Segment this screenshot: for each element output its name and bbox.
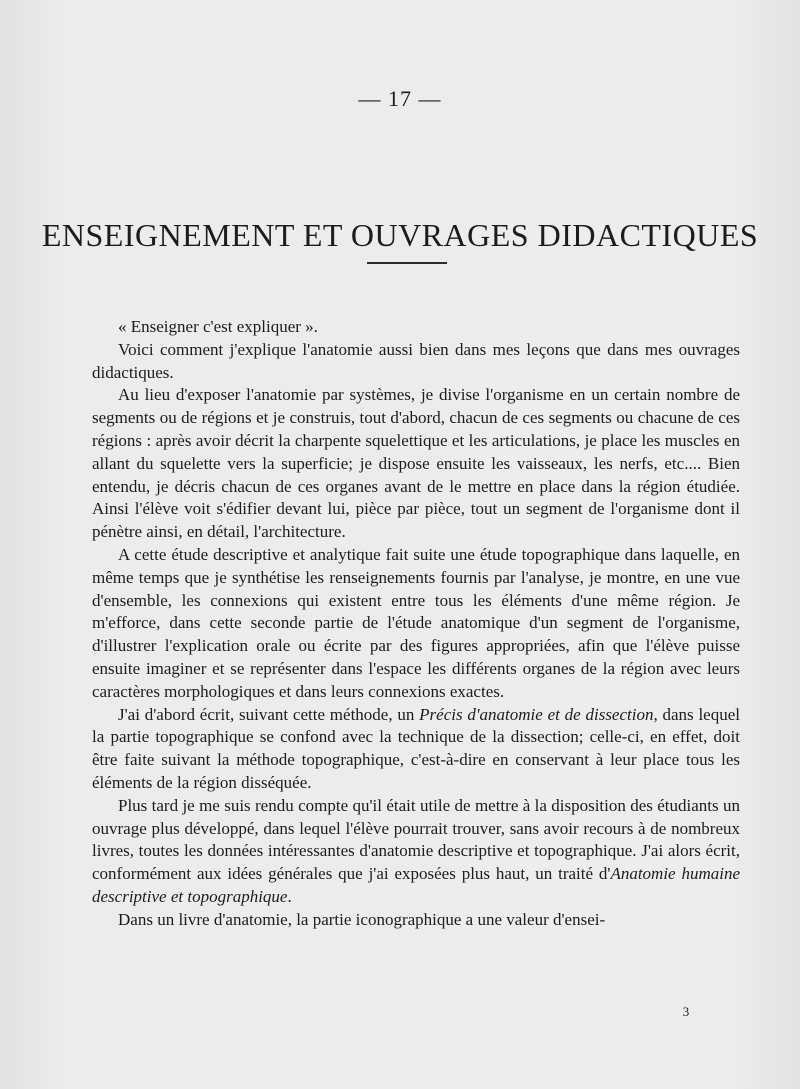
title-divider [367,262,447,264]
paragraph: Voici comment j'explique l'anatomie aussi bien dans mes leçons que dans mes ouvrages didactiques. [92,339,740,382]
paragraph-text: Plus tard je me suis rendu compte qu'il était utile de mettre à la disposition des étudiants un ouvrage plus développé, dans lequel l'élève pourrait trouver, sans avoir recours à de nombreux livres, toutes les données intéressantes d'anatomie descriptive et topographique. J'ai alors écrit, conformément aux idées générales que j'ai exposées plus haut, un traité d' [92,795,740,884]
paragraph [92,704,740,795]
paragraph: A cette étude descriptive et analytique fait suite une étude topographique dans laquelle, en même temps que je synthétise les renseignements fournis par l'analyse, je montre, en une vue d'ensemble, les connexions qui existent entre tous les éléments d'une même région. Je m'efforce, dans cette seconde partie de l'étude anatomique d'un segment de l'organisme, d'illustrer l'explication orale ou écrite par des figures appropriées, afin que l'élève puisse ensuite imaginer et se représenter dans l'espace les différents organes de la région avec leurs caractères morphologiques et dans leurs connexions exactes. [92,544,740,701]
signature-mark: 3 [682,1004,690,1019]
body-text [92,316,740,932]
page-number: — 17 — [358,86,442,111]
paragraph-text: . [287,886,292,906]
paragraph: « Enseigner c'est expliquer ». [118,317,318,336]
paragraph [92,795,740,909]
book-title-anatomie: Anatomie humaine descriptive et topographique [92,864,740,906]
book-title-precis: Précis d'anatomie et de dissection [419,704,654,724]
paragraph-text: J'ai d'abord écrit, suivant cette méthode, un [118,704,420,724]
paragraph-text: , dans lequel la partie topographique se confond avec la technique de la dissection; celle-ci, en effet, doit être faite suivant la méthode topographique, c'est-à-dire en conservant à leur place tous les éléments de la région disséquée. [92,704,740,792]
page-title: ENSEIGNEMENT ET OUVRAGES DIDACTIQUES [41,217,759,254]
paragraph: Dans un livre d'anatomie, la partie iconographique a une valeur d'ensei- [118,909,606,929]
paragraph: Au lieu d'exposer l'anatomie par systèmes, je divise l'organisme en un certain nombre de segments ou de régions et je construis, tout d'abord, chacun de ces segments ou chacune de ces régions : après avoir décrit la charpente squelettique et les articulations, je place les muscles en allant du squelette vers la superficie; je dispose ensuite les vaisseaux, les nerfs, etc.... Bien entendu, je décris chacun de ces organes avant de le mettre en place dans la région étudiée. Ainsi l'élève voit s'édifier devant lui, pièce par pièce, tout un segment de l'organisme dont il pénètre ainsi, en détail, l'architecture. [92,385,740,542]
